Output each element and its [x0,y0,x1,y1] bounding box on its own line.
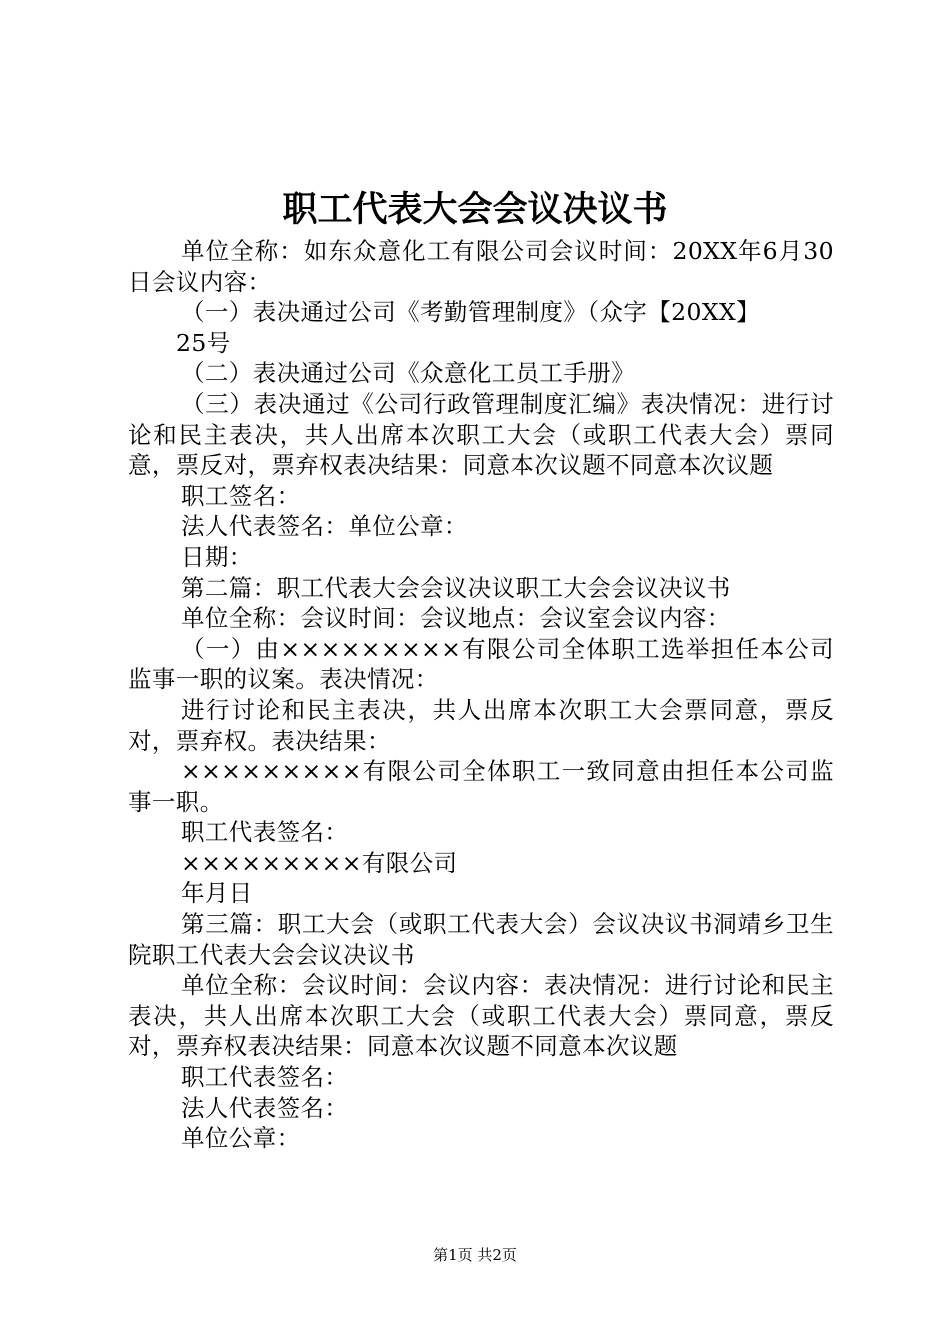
section-two-unit-info: 单位全称：会议时间：会议地点：会议室会议内容： [181,604,731,633]
paragraph-item-3: （三）表决通过《公司行政管理制度汇编》表决情况：进行讨论和民主表决，共人出席本次职工大会（或职工代表大会）票同意，票反对，票弃权表决结果：同意本次议题不同意本次议题 [128,389,834,480]
section-two-signature-line: 职工代表签名： [181,818,349,847]
section-three-legal-signature: 法人代表签名： [181,1093,349,1122]
section-three-body: 单位全称：会议时间：会议内容：表决情况：进行讨论和民主表决，共人出席本次职工大会（或职工代表大会）票同意，票反对，票弃权表决结果：同意本次议题不同意本次议题 [128,971,834,1061]
paragraph-item-1-number: 25号 [176,328,231,357]
page-footer: 第1页 共2页 [433,1246,517,1264]
paragraph-unit-info: 单位全称：如东众意化工有限公司会议时间：20XX年6月30日会议内容： [128,237,834,296]
legal-rep-signature-line: 法人代表签名：单位公章： [181,512,468,541]
section-three-rep-signature: 职工代表签名： [181,1063,349,1092]
section-three-seal: 单位公章： [181,1124,301,1153]
document-title: 职工代表大会会议决议书 [282,190,668,230]
section-two-heading: 第二篇：职工代表大会会议决议职工大会会议决议书 [181,573,731,602]
date-line: 日期： [181,542,253,571]
paragraph-item-1: （一）表决通过公司《考勤管理制度》（众字【20XX】 [181,298,761,327]
section-two-vote-info: 进行讨论和民主表决，共人出席本次职工大会票同意，票反对，票弃权。表决结果： [128,695,834,755]
section-two-company: ×××××××××有限公司 [181,848,458,877]
document-body [128,236,834,1154]
section-two-result: ×××××××××有限公司全体职工一致同意由担任本公司监事一职。 [128,757,834,816]
section-two-date: 年月日 [181,879,253,908]
paragraph-item-2: （二）表决通过公司《众意化工员工手册》 [181,359,636,388]
employee-signature-line: 职工签名： [181,481,301,510]
section-two-item-1: （一）由×××××××××有限公司全体职工选举担任本公司监事一职的议案。表决情况： [128,634,834,694]
section-three-heading: 第三篇：职工大会（或职工代表大会）会议决议书洞靖乡卫生院职工代表大会会议决议书 [128,910,834,969]
